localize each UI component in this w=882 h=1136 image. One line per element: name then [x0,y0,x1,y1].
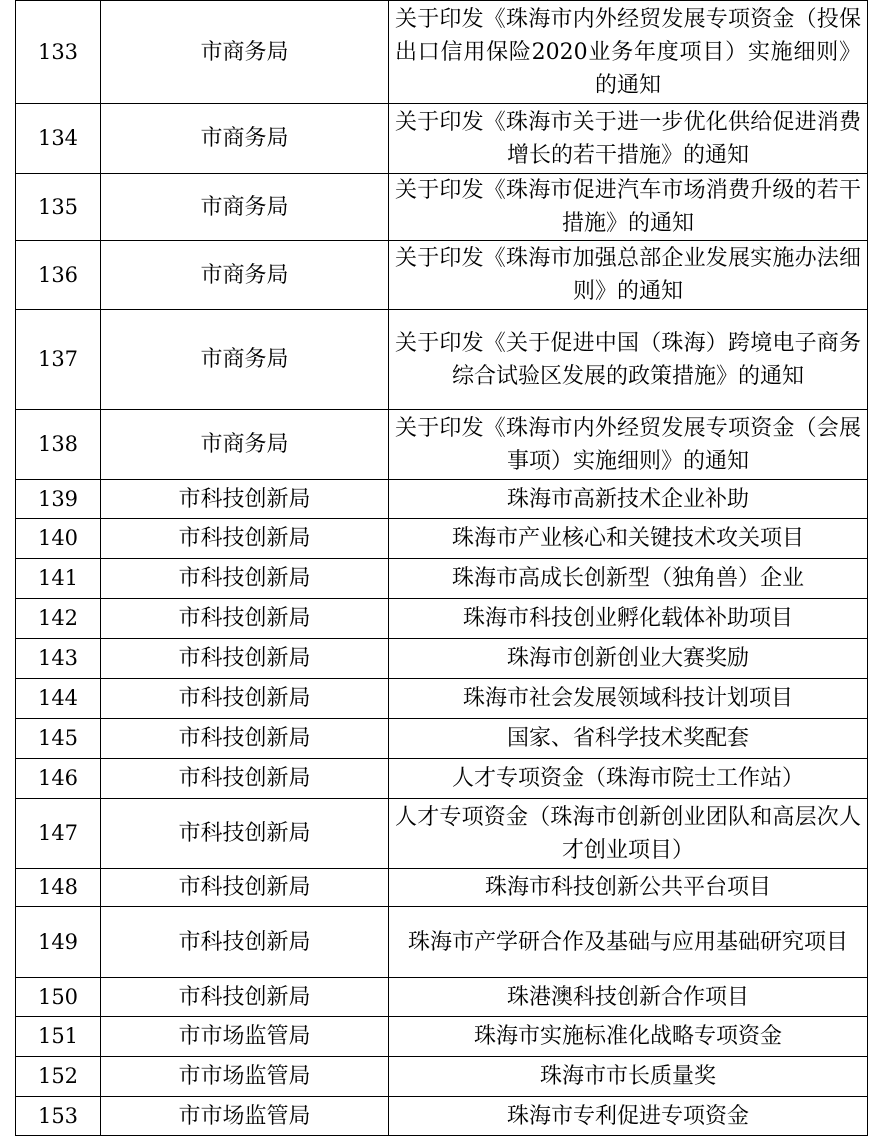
table-row [16,1097,868,1136]
table-row [16,599,868,639]
row-number: 146 [16,759,101,799]
department-cell: 市科技创新局 [101,869,389,907]
table-row [16,1057,868,1097]
row-number: 153 [16,1097,101,1136]
department-cell: 市科技创新局 [101,679,389,719]
department-cell: 市科技创新局 [101,480,389,519]
item-cell: 珠海市科技创新公共平台项目 [389,869,868,907]
row-number: 151 [16,1017,101,1057]
table-row [16,907,868,978]
item-cell: 关于印发《珠海市关于进一步优化供给促进消费增长的若干措施》的通知 [389,104,868,174]
department-cell: 市科技创新局 [101,519,389,559]
department-cell: 市科技创新局 [101,559,389,599]
item-cell: 珠海市专利促进专项资金 [389,1097,868,1136]
item-cell: 珠港澳科技创新合作项目 [389,978,868,1017]
department-cell: 市科技创新局 [101,907,389,978]
table-row [16,104,868,174]
row-number: 136 [16,241,101,310]
row-number: 138 [16,410,101,480]
item-cell: 关于印发《珠海市加强总部企业发展实施办法细则》的通知 [389,241,868,310]
table-row [16,869,868,907]
table-row [16,174,868,241]
item-cell: 关于印发《珠海市促进汽车市场消费升级的若干措施》的通知 [389,174,868,241]
item-cell: 珠海市产业核心和关键技术攻关项目 [389,519,868,559]
table-row [16,679,868,719]
department-cell: 市商务局 [101,174,389,241]
department-cell: 市科技创新局 [101,799,389,869]
department-cell: 市科技创新局 [101,978,389,1017]
table-row [16,799,868,869]
row-number: 148 [16,869,101,907]
department-cell: 市市场监管局 [101,1097,389,1136]
item-cell: 人才专项资金（珠海市院士工作站） [389,759,868,799]
department-cell: 市商务局 [101,104,389,174]
table-row [16,1017,868,1057]
department-cell: 市商务局 [101,241,389,310]
row-number: 139 [16,480,101,519]
table-row [16,519,868,559]
table-row [16,310,868,410]
department-cell: 市商务局 [101,310,389,410]
department-cell: 市市场监管局 [101,1017,389,1057]
item-cell: 人才专项资金（珠海市创新创业团队和高层次人才创业项目） [389,799,868,869]
table-row [16,1,868,104]
row-number: 143 [16,639,101,679]
row-number: 150 [16,978,101,1017]
item-cell: 国家、省科学技术奖配套 [389,719,868,759]
table-row [16,639,868,679]
item-cell: 关于印发《关于促进中国（珠海）跨境电子商务综合试验区发展的政策措施》的通知 [389,310,868,410]
department-cell: 市科技创新局 [101,599,389,639]
row-number: 133 [16,1,101,104]
department-cell: 市科技创新局 [101,639,389,679]
department-cell: 市商务局 [101,410,389,480]
table-row [16,719,868,759]
row-number: 135 [16,174,101,241]
row-number: 149 [16,907,101,978]
table-row [16,480,868,519]
department-cell: 市科技创新局 [101,759,389,799]
row-number: 134 [16,104,101,174]
table-row [16,241,868,310]
row-number: 142 [16,599,101,639]
department-cell: 市科技创新局 [101,719,389,759]
department-cell: 市市场监管局 [101,1057,389,1097]
row-number: 144 [16,679,101,719]
row-number: 145 [16,719,101,759]
item-cell: 珠海市市长质量奖 [389,1057,868,1097]
row-number: 140 [16,519,101,559]
table-row [16,978,868,1017]
row-number: 147 [16,799,101,869]
item-cell: 关于印发《珠海市内外经贸发展专项资金（会展事项）实施细则》的通知 [389,410,868,480]
item-cell: 珠海市高新技术企业补助 [389,480,868,519]
table-row [16,559,868,599]
item-cell: 关于印发《珠海市内外经贸发展专项资金（投保出口信用保险2020业务年度项目）实施细则》的通知 [389,1,868,104]
row-number: 152 [16,1057,101,1097]
policy-table [15,0,868,1136]
item-cell: 珠海市创新创业大赛奖励 [389,639,868,679]
table-row [16,410,868,480]
item-cell: 珠海市社会发展领域科技计划项目 [389,679,868,719]
row-number: 141 [16,559,101,599]
item-cell: 珠海市实施标准化战略专项资金 [389,1017,868,1057]
item-cell: 珠海市产学研合作及基础与应用基础研究项目 [389,907,868,978]
department-cell: 市商务局 [101,1,389,104]
table-row [16,759,868,799]
row-number: 137 [16,310,101,410]
policy-table-body [16,1,868,1136]
item-cell: 珠海市科技创业孵化载体补助项目 [389,599,868,639]
item-cell: 珠海市高成长创新型（独角兽）企业 [389,559,868,599]
